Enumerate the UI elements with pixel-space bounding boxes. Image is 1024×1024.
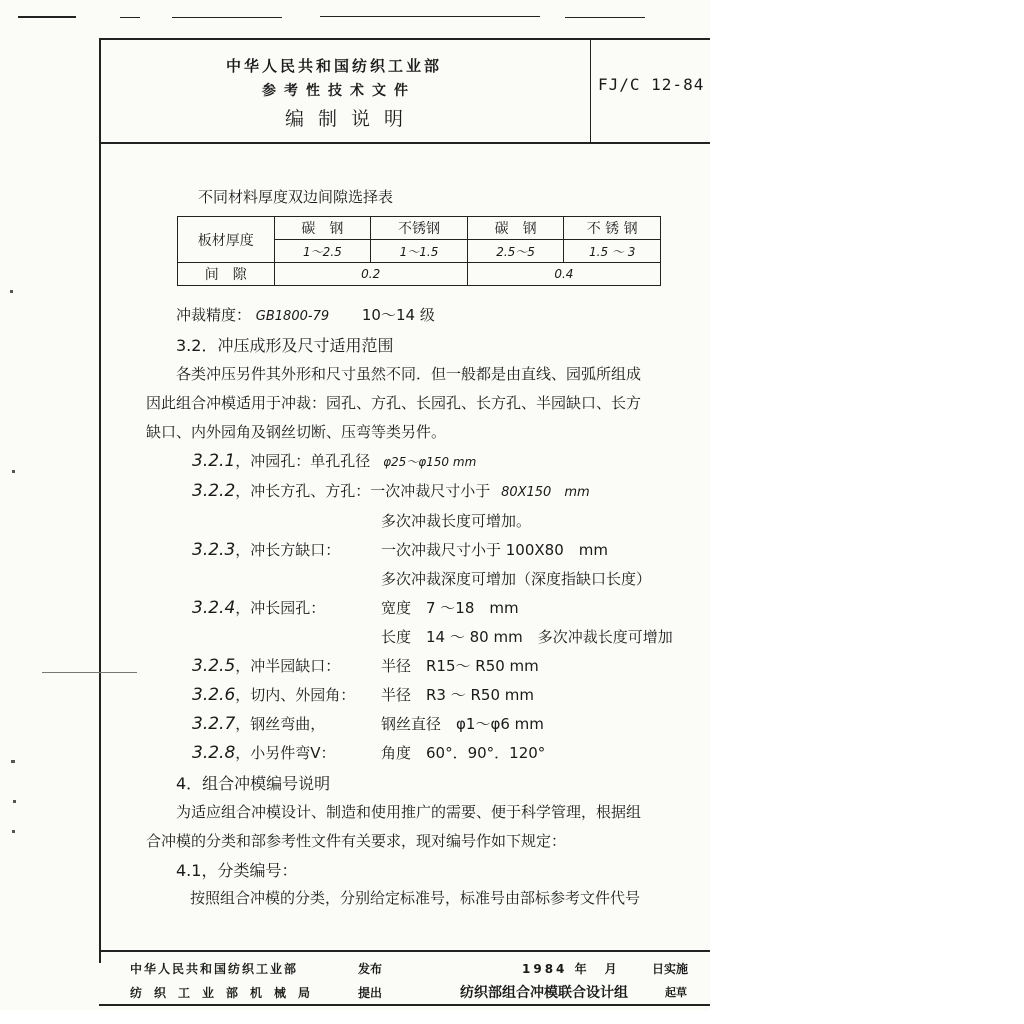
- section-4-title: 4．组合冲模编号说明: [176, 774, 331, 793]
- footer-drafter: 纺织部组合冲模联合设计组: [460, 985, 628, 1001]
- scan-mark: [18, 16, 76, 18]
- section-3-2-title: 3.2．冲压成形及尺寸适用范围: [176, 336, 394, 355]
- item-3-2-3-value: 一次冲裁尺寸小于 100X80 mm: [381, 541, 608, 559]
- item-3-2-4-value: 宽度 7 ～18 mm: [381, 599, 519, 617]
- scan-mark: [120, 17, 140, 18]
- paragraph-line: 按照组合冲模的分类，分别给定标准号，标准号由部标参考文件代号: [190, 889, 641, 907]
- item-3-2-5-value: 半径 R15～ R50 mm: [381, 657, 539, 675]
- footer-publisher: 中华人民共和国纺织工业部: [130, 962, 299, 976]
- scan-mark: [42, 672, 137, 673]
- footer-propose-label: 提出: [358, 986, 383, 1000]
- item-3-2-8: 3.2.8，小另件弯V：: [192, 743, 336, 763]
- scan-speck: [11, 760, 15, 763]
- footer-bottom-border: [99, 1004, 710, 1006]
- scan-speck: [12, 470, 15, 473]
- paragraph-line: 各类冲压另件其外形和尺寸虽然不同．但一般都是由直线、园弧所组成: [176, 365, 642, 383]
- header-doc-type: 参考性技术文件: [262, 83, 416, 99]
- item-continuation: 长度 14 ～ 80 mm 多次冲裁长度可增加: [381, 628, 673, 646]
- page-left-border: [99, 38, 101, 963]
- scan-mark: [320, 16, 540, 17]
- item-3-2-3: 3.2.3，冲长方缺口：: [192, 540, 341, 560]
- material-cell: 不锈钢: [371, 217, 468, 240]
- precision-standard: GB1800-79: [255, 309, 330, 324]
- precision-label: 冲裁精度：: [176, 306, 252, 324]
- scan-speck: [13, 800, 16, 803]
- thickness-cell: 1～1.5: [371, 240, 468, 263]
- item-continuation: 多次冲裁长度可增加。: [381, 512, 532, 530]
- thickness-cell: 1～2.5: [274, 240, 371, 263]
- precision-grade: 10～14 级: [361, 306, 435, 324]
- gap-row-label: 间 隙: [178, 263, 275, 286]
- header-top-border: [99, 38, 710, 40]
- thickness-cell: 2.5～5: [467, 240, 564, 263]
- item-3-2-2: 3.2.2，冲长方孔、方孔：一次冲裁尺寸小于 80X150 mm: [192, 481, 590, 501]
- item-3-2-7: 3.2.7，钢丝弯曲，: [192, 714, 326, 734]
- item-3-2-4: 3.2.4，冲长园孔：: [192, 598, 326, 618]
- material-cell: 不 锈 钢: [564, 217, 661, 240]
- scan-mark: [172, 17, 282, 18]
- thickness-row-label: 板材厚度: [178, 217, 275, 263]
- header-org: 中华人民共和国纺织工业部: [226, 57, 443, 75]
- item-3-2-6-value: 半径 R3 ～ R50 mm: [381, 686, 535, 704]
- section-4-1-title: 4.1，分类编号：: [176, 861, 298, 880]
- paragraph-line: 因此组合冲模适用于冲裁：园孔、方孔、长园孔、长方孔、半园缺口、长方: [146, 394, 642, 412]
- scan-mark: [565, 17, 645, 18]
- item-3-2-6: 3.2.6，切内、外园角：: [192, 685, 356, 705]
- item-3-2-7-value: 钢丝直径 φ1～φ6 mm: [381, 715, 544, 733]
- material-cell: 碳 钢: [467, 217, 564, 240]
- precision-line: [176, 304, 435, 325]
- item-3-2-8-value: 角度 60°．90°．120°: [381, 744, 546, 762]
- footer-effective-label: 日实施: [652, 962, 689, 976]
- footer-draft-label: 起草: [665, 986, 687, 999]
- table-caption: 不同材料厚度双边间隙选择表: [198, 188, 394, 206]
- scan-speck: [12, 830, 15, 833]
- footer-top-border: [99, 950, 710, 952]
- item-3-2-5: 3.2.5，冲半园缺口：: [192, 656, 341, 676]
- item-continuation: 多次冲裁深度可增加（深度指缺口长度）: [381, 570, 652, 588]
- paragraph-line: 为适应组合冲模设计、制造和使用推广的需要、便于科学管理，根据组: [176, 803, 642, 821]
- scan-speck: [10, 290, 13, 293]
- item-3-2-1: 3.2.1，冲园孔：单孔孔径 φ25～φ150 mm: [192, 451, 477, 471]
- gap-selection-table: [177, 216, 661, 286]
- header-bottom-border: [99, 142, 710, 144]
- gap-value-cell: 0.2: [274, 263, 467, 286]
- header-title: 编制说明: [285, 108, 418, 130]
- header-divider: [590, 38, 591, 142]
- paragraph-line: 合冲模的分类和部参考性文件有关要求，现对编号作如下规定：: [146, 832, 567, 850]
- footer-proposer: 纺 织 工 业 部 机 械 局: [130, 986, 311, 1000]
- footer-publish-label: 发布: [358, 962, 383, 976]
- footer-date: 1984 年 月: [522, 962, 620, 976]
- thickness-cell: 1.5 ～ 3: [564, 240, 661, 263]
- paragraph-line: 缺口、内外园角及钢丝切断、压弯等类另件。: [146, 423, 447, 441]
- gap-value-cell: 0.4: [467, 263, 660, 286]
- material-cell: 碳 钢: [274, 217, 371, 240]
- document-code: FJ/C 12-84: [598, 75, 705, 94]
